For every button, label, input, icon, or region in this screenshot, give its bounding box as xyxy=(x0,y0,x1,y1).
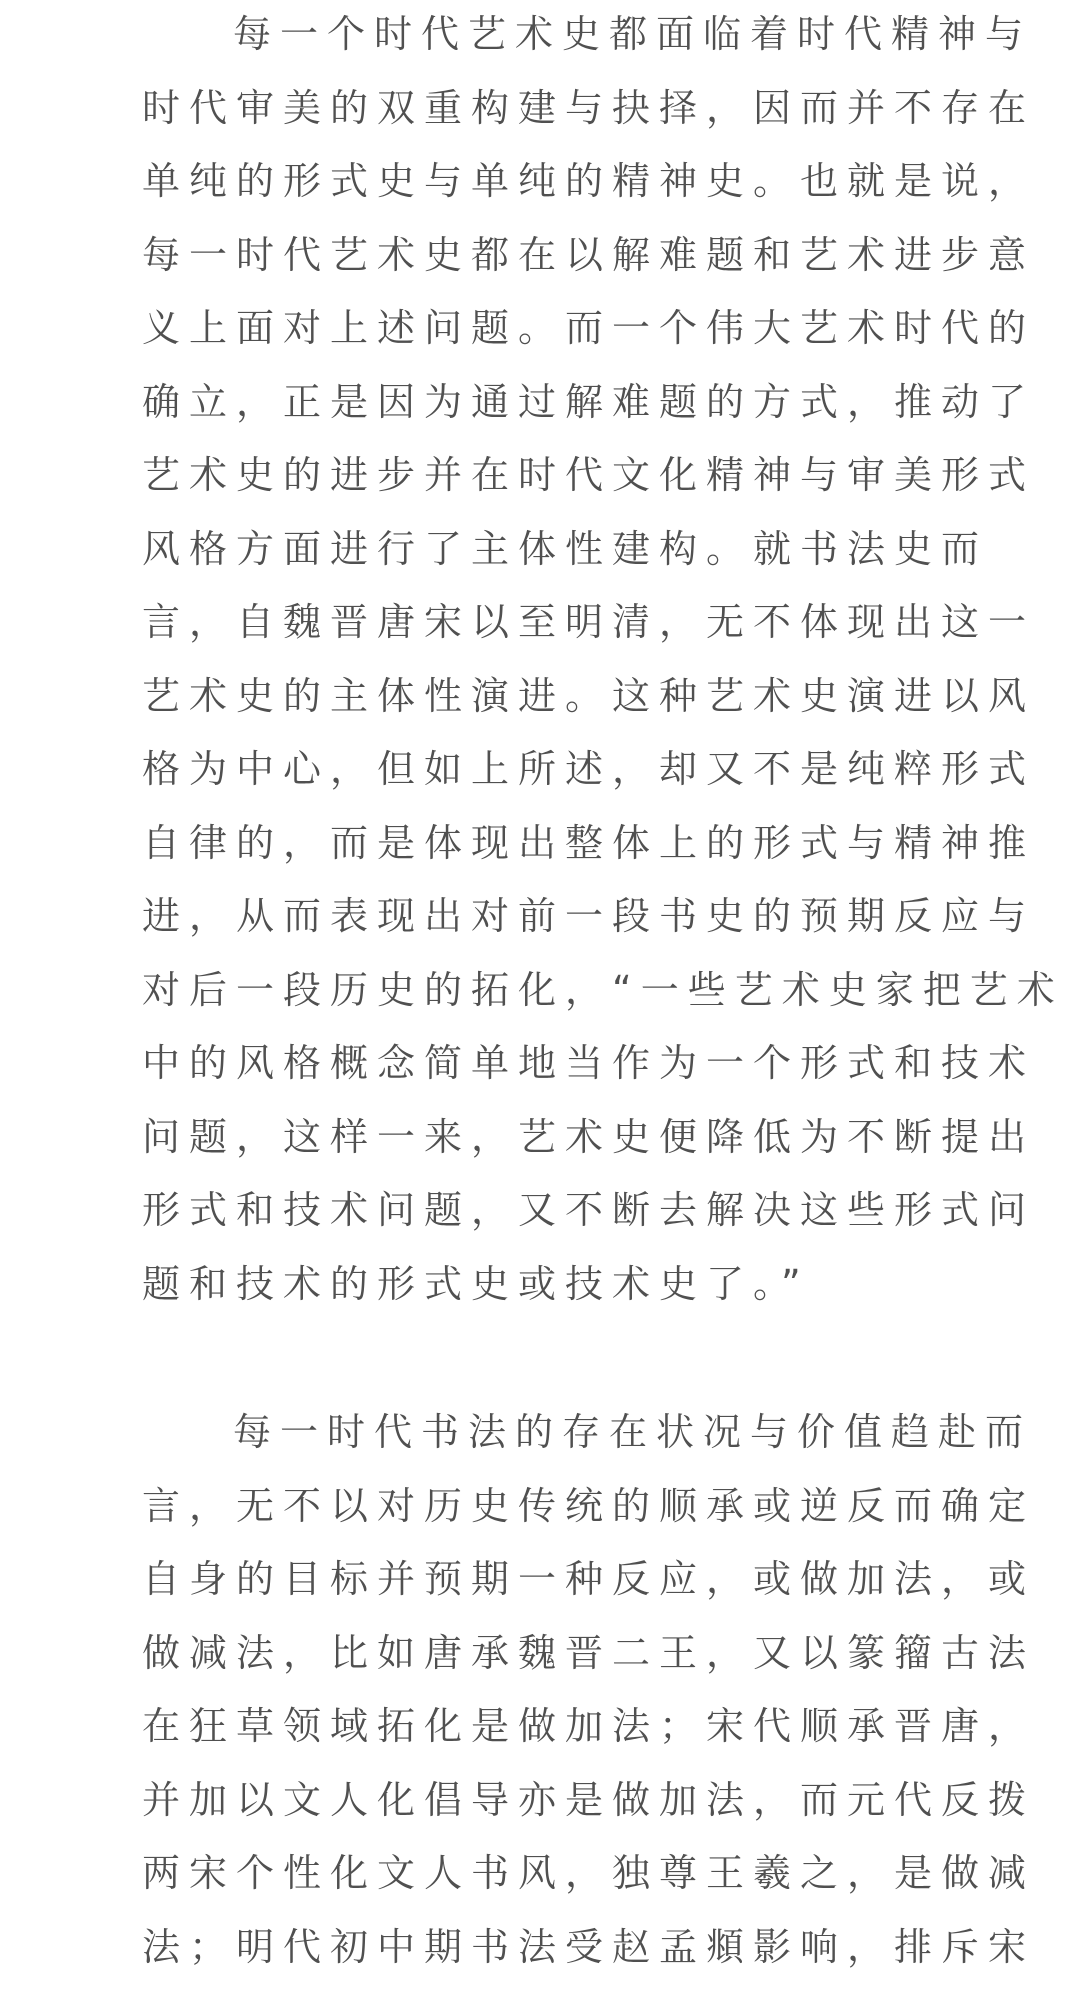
text-line: 问题，这样一来，艺术史便降低为不断提出 xyxy=(142,1114,1036,1159)
text-line: 中的风格概念简单地当作为一个形式和技术 xyxy=(142,1041,1036,1085)
text-line: 单纯的形式史与单纯的精神史。也就是说， xyxy=(142,159,1036,203)
text-line: 做减法，比如唐承魏晋二王，又以篆籀古法 xyxy=(142,1630,1036,1675)
text-line: 并加以文人化倡导亦是做加法，而元代反拨 xyxy=(142,1777,1036,1822)
text-line: 两宋个性化文人书风，独尊王羲之，是做减 xyxy=(142,1851,1036,1895)
text-line: 艺术史的进步并在时代文化精神与审美形式 xyxy=(142,453,1036,497)
text-line: 言，自魏晋唐宋以至明清，无不体现出这一 xyxy=(142,600,1036,644)
text-line: 艺术史的主体性演进。这种艺术史演进以风 xyxy=(142,673,1036,718)
paragraph-1 xyxy=(142,0,1064,1321)
text-line: 格为中心，但如上所述，却又不是纯粹形式 xyxy=(142,747,1036,791)
text-line: 自身的目标并预期一种反应，或做加法，或 xyxy=(142,1557,1036,1601)
text-line: 时代审美的双重构建与抉择，因而并不存在 xyxy=(142,85,1036,130)
text-line: 义上面对上述问题。而一个伟大艺术时代的 xyxy=(142,306,1036,350)
text-line: 每一时代艺术史都在以解难题和艺术进步意 xyxy=(142,232,1036,277)
text-line: 对后一段历史的拓化，“一些艺术史家把艺术 xyxy=(142,967,1064,1012)
text-line: 法；明代初中期书法受赵孟頫影响，排斥宋 xyxy=(142,1924,1036,1969)
text-line: 在狂草领域拓化是做加法；宋代顺承晋唐， xyxy=(142,1704,1036,1748)
text-line: 言，无不以对历史传统的顺承或逆反而确定 xyxy=(142,1483,1036,1528)
text-line: 形式和技术问题，又不断去解决这些形式问 xyxy=(142,1188,1036,1232)
paragraph-2 xyxy=(142,1396,1035,1984)
article-body xyxy=(142,0,1064,1992)
text-line: 进，从而表现出对前一段书史的预期反应与 xyxy=(142,894,1036,938)
text-line: 风格方面进行了主体性建构。就书法史而 xyxy=(142,526,989,571)
text-line: 每一时代书法的存在状况与价值趋赴而 xyxy=(233,1410,1033,1454)
text-line: 确立，正是因为通过解难题的方式，推动了 xyxy=(142,379,1036,424)
text-line: 每一个时代艺术史都面临着时代精神与 xyxy=(233,12,1033,56)
text-line: 自律的，而是体现出整体上的形式与精神推 xyxy=(142,820,1036,865)
text-line: 题和技术的形式史或技术史了。” xyxy=(142,1261,810,1306)
